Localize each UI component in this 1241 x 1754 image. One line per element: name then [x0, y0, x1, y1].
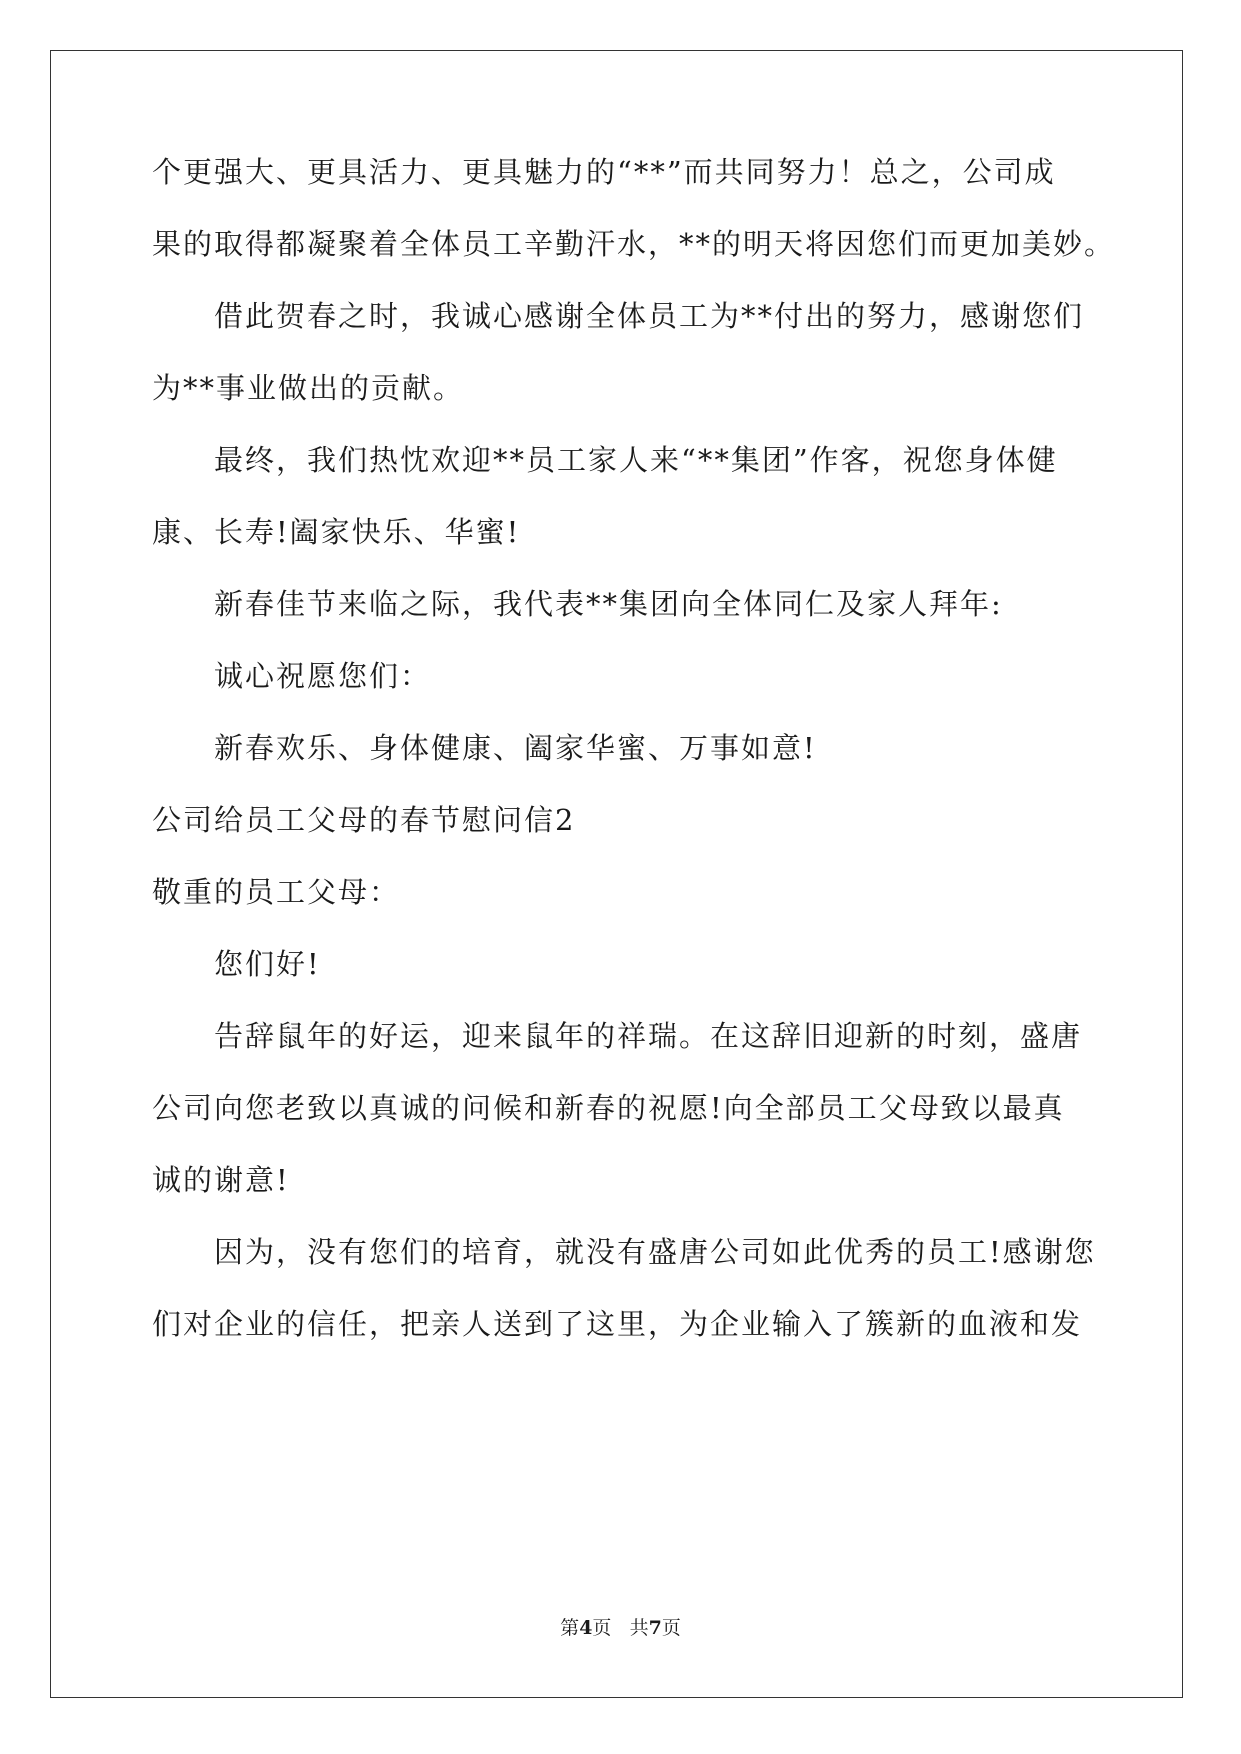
text-line: 康、长寿!阖家快乐、华蜜! [152, 515, 521, 549]
text-line: 诚心祝愿您们： [214, 659, 432, 693]
footer-page-suffix: 页 [592, 1617, 612, 1639]
text-line: 公司向您老致以真诚的问候和新春的祝愿!向全部员工父母致以最真 [152, 1091, 1065, 1125]
section-heading: 公司给员工父母的春节慰问信2 [152, 803, 576, 837]
text-line: 告辞鼠年的好运，迎来鼠年的祥瑞。在这辞旧迎新的时刻，盛唐 [214, 1019, 1083, 1053]
text-line: 为**事业做出的贡献。 [152, 371, 465, 405]
current-page-number: 4 [579, 1617, 593, 1639]
text-line: 果的取得都凝聚着全体员工辛勤汗水，**的明天将因您们而更加美妙。 [152, 227, 1116, 261]
salutation: 敬重的员工父母： [152, 875, 401, 909]
text-line: 借此贺春之时，我诚心感谢全体员工为**付出的努力，感谢您们 [214, 299, 1085, 333]
footer-prefix: 第 [560, 1617, 580, 1639]
page-footer [0, 1616, 1241, 1640]
total-page-number: 7 [648, 1617, 662, 1639]
text-line: 诚的谢意! [152, 1163, 290, 1197]
text-line: 因为，没有您们的培育，就没有盛唐公司如此优秀的员工!感谢您 [214, 1235, 1096, 1269]
footer-total-suffix: 页 [661, 1617, 681, 1639]
text-line: 个更强大、更具活力、更具魅力的“**”而共同努力！总之，公司成 [152, 155, 1056, 189]
greeting: 您们好! [214, 947, 321, 981]
text-line: 新春欢乐、身体健康、阖家华蜜、万事如意! [214, 731, 817, 765]
text-line: 新春佳节来临之际，我代表**集团向全体同仁及家人拜年: [214, 587, 1003, 621]
text-line: 们对企业的信任，把亲人送到了这里，为企业输入了簇新的血液和发 [152, 1307, 1083, 1341]
text-line: 最终，我们热忱欢迎**员工家人来“**集团”作客，祝您身体健 [214, 443, 1058, 477]
footer-total-prefix: 共 [629, 1617, 649, 1639]
